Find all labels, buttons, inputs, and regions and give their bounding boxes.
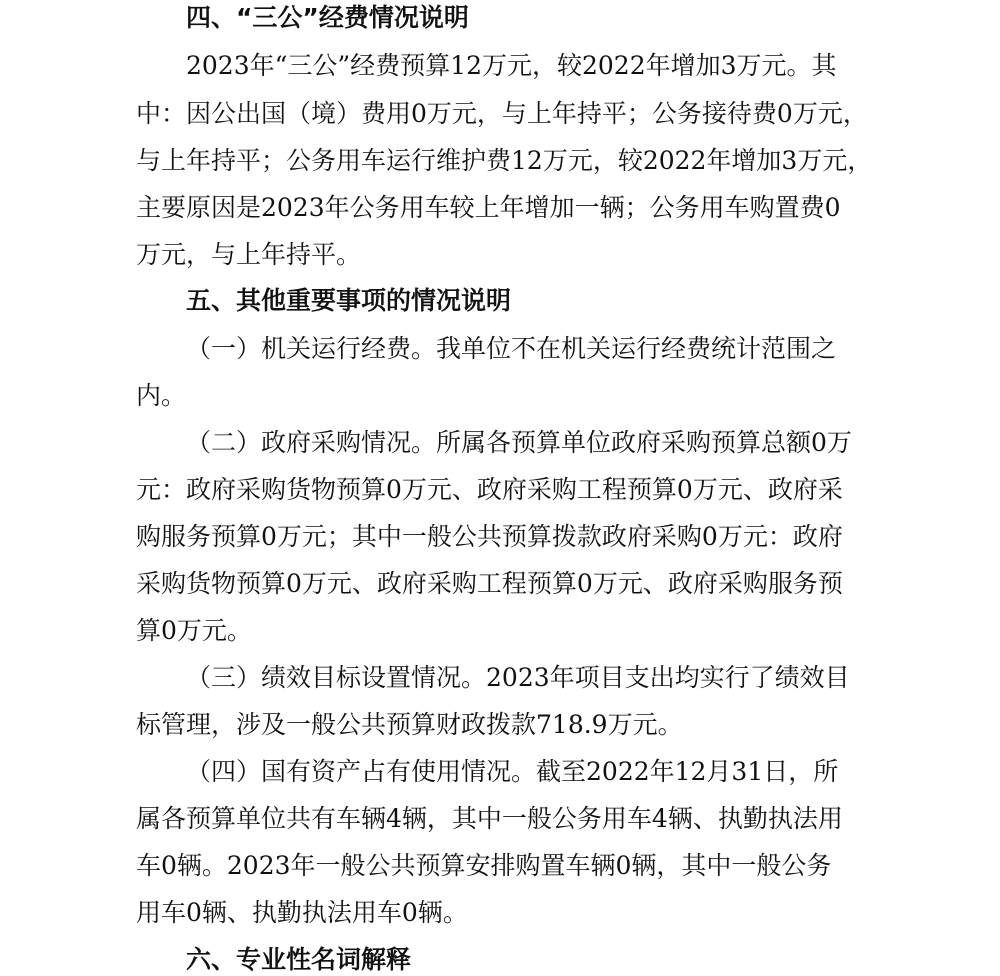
paragraph-line: 算0万元。: [136, 616, 252, 645]
paragraph-line: 内。: [136, 381, 187, 410]
paragraph-line: 2023年“三公”经费预算12万元，较2022年增加3万元。其: [186, 51, 837, 80]
paragraph-line: 车0辆。2023年一般公共预算安排购置车辆0辆，其中一般公务: [136, 851, 832, 880]
paragraph-line: （一）机关运行经费。我单位不在机关运行经费统计范围之: [186, 334, 837, 363]
section-4-heading: 四、“三公”经费情况说明: [186, 3, 469, 32]
section-6-heading: 六、专业性名词解释: [186, 945, 412, 974]
paragraph-line: 主要原因是2023年公务用车较上年增加一辆；公务用车购置费0: [136, 193, 841, 222]
paragraph-line: 购服务预算0万元；其中一般公共预算拨款政府采购0万元：政府: [136, 522, 843, 551]
paragraph-line: 万元，与上年持平。: [136, 240, 362, 269]
paragraph-line: （四）国有资产占有使用情况。截至2022年12月31日，所: [186, 757, 839, 786]
paragraph-line: 属各预算单位共有车辆4辆，其中一般公务用车4辆、执勤执法用: [136, 804, 843, 833]
paragraph-line: 元：政府采购货物预算0万元、政府采购工程预算0万元、政府采: [136, 475, 843, 504]
paragraph-line: 用车0辆、执勤执法用车0辆。: [136, 898, 468, 927]
paragraph-line: 中：因公出国（境）费用0万元，与上年持平；公务接待费0万元，: [136, 99, 868, 128]
paragraph-line: （二）政府采购情况。所属各预算单位政府采购预算总额0万: [186, 428, 852, 457]
paragraph-line: 标管理，涉及一般公共预算财政拨款718.9万元。: [136, 710, 683, 739]
section-5-heading: 五、其他重要事项的情况说明: [186, 286, 512, 315]
paragraph-line: 与上年持平；公务用车运行维护费12万元，较2022年增加3万元，: [136, 146, 873, 175]
paragraph-line: （三）绩效目标设置情况。2023年项目支出均实行了绩效目: [186, 663, 850, 692]
paragraph-line: 采购货物预算0万元、政府采购工程预算0万元、政府采购服务预: [136, 569, 843, 598]
